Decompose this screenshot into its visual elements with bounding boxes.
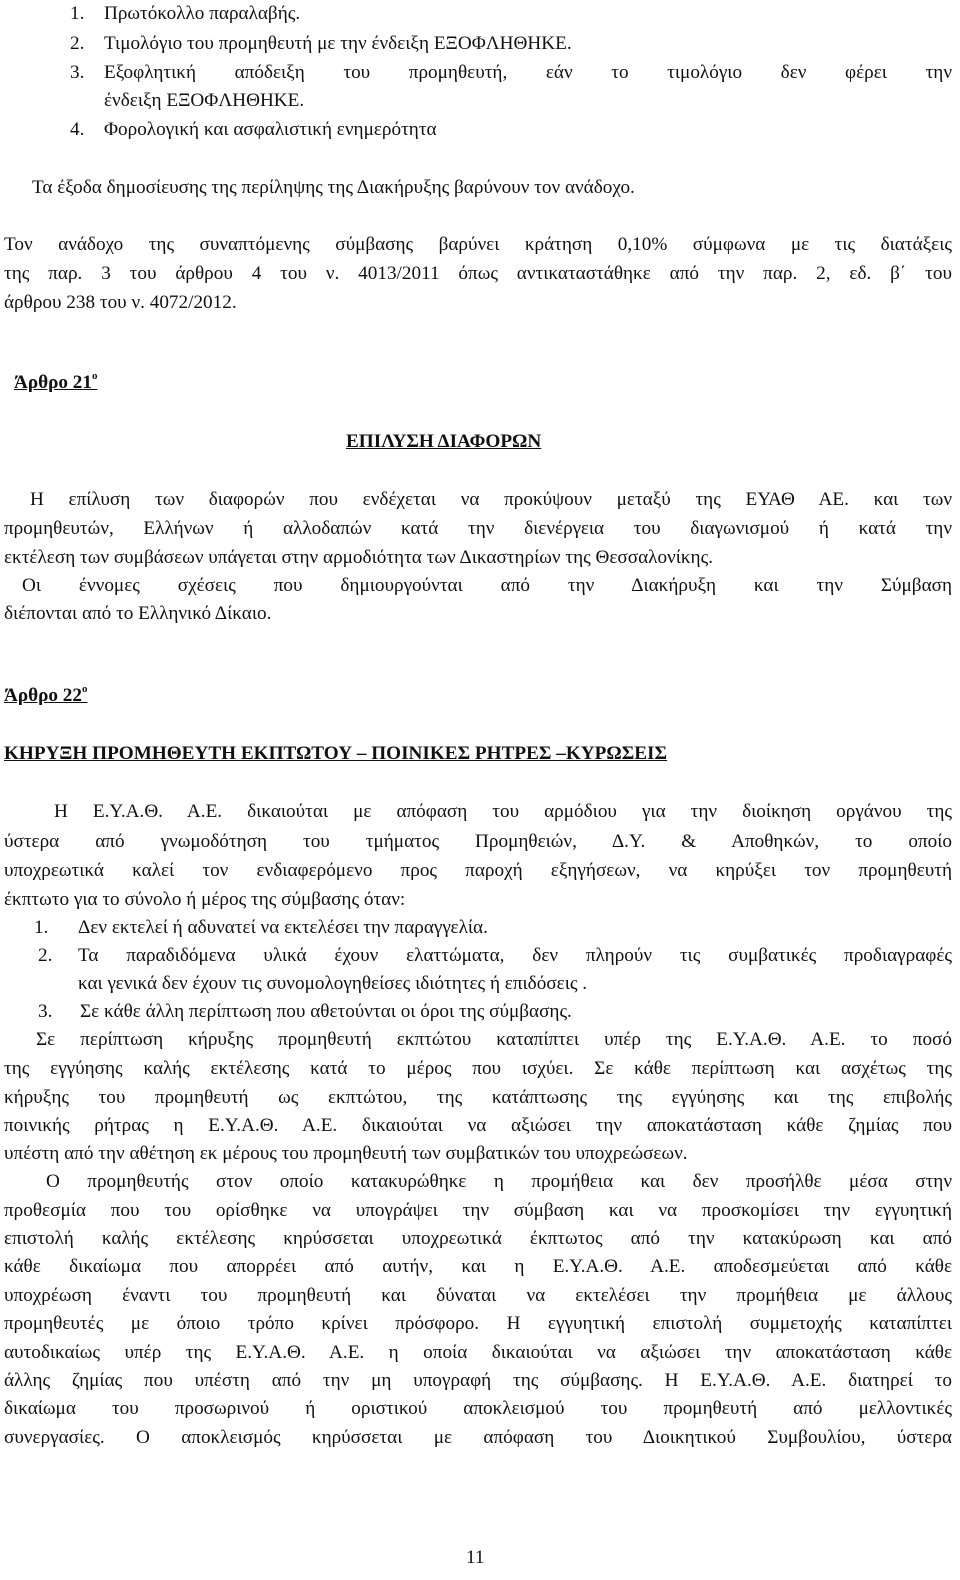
article-heading: Άρθρο $22^o$: [4, 683, 88, 706]
paragraph-line: ύστερα από γνωμοδότηση του τμήματος Προμηθειών, Δ.Υ. & Αποθηκών, το οποίο: [4, 831, 952, 852]
list-item-text: Φορολογική και ασφαλιστική ενημερότητα: [104, 119, 437, 140]
paragraph-line: κήρυξης του προμηθευτή ως εκπτώτου, της κατάπτωσης της εγγύησης και της επιβολής: [4, 1087, 952, 1108]
list-item-text: ένδειξη ΕΞΟΦΛΗΘΗΚΕ.: [104, 90, 305, 111]
paragraph-line: υπέστη από την αθέτηση εκ μέρους του προμηθευτή των συμβατικών του υποχρεώσεων.: [4, 1143, 688, 1164]
article-title: ΚΗΡΥΞΗ ΠΡΟΜΗΘΕΥΤΗ ΕΚΠΤΩΤΟΥ – ΠΟΙΝΙΚΕΣ ΡΗΤΡΕΣ –ΚΥΡΩΣΕΙΣ: [4, 743, 668, 764]
paragraph-line: δικαίωμα του προσωρινού ή οριστικού αποκλεισμού του προμηθευτή από μελλοντικές: [4, 1398, 952, 1419]
paragraph-line: της εγγύησης καλής εκτέλεσης κατά το μέρος που ισχύει. Σε κάθε περίπτωση και ασχέτως της: [4, 1058, 952, 1079]
paragraph-costs: Τα έξοδα δημοσίευσης της περίληψης της Διακήρυξης βαρύνουν τον ανάδοχο.: [32, 177, 635, 198]
list-item-text: Δεν εκτελεί ή αδυνατεί να εκτελέσει την παραγγελία.: [78, 917, 488, 938]
list-item-text: και γενικά δεν έχουν τις συνομολογηθείσες ιδιότητες ή επιδόσεις .: [78, 973, 588, 994]
list-item-number: 4.: [70, 119, 85, 140]
paragraph-line: της παρ. 3 του άρθρου 4 του ν. 4013/2011 όπως αντικαταστάθηκε από την παρ. 2, εδ. β΄ του: [4, 263, 952, 284]
list-item-number: 3.: [70, 62, 85, 83]
list-item-number: 3.: [38, 1001, 53, 1022]
list-item-number: 1.: [70, 3, 85, 24]
paragraph-line: Η Ε.Υ.Α.Θ. Α.Ε. δικαιούται με απόφαση του αρμόδιου για την διοίκηση οργάνου της: [54, 801, 952, 822]
list-item-number: 2.: [70, 33, 85, 54]
paragraph-line: διέπονται από το Ελληνικό Δίκαιο.: [4, 603, 272, 624]
list-item-text: Τα παραδιδόμενα υλικά έχουν ελαττώματα, δεν πληρούν τις συμβατικές προδιαγραφές: [78, 945, 952, 966]
paragraph-line: Ο προμηθευτής στον οποίο κατακυρώθηκε η προμήθεια και δεν προσήλθε μέσα στην: [46, 1171, 952, 1192]
paragraph-line: Η επίλυση των διαφορών που ενδέχεται να προκύψουν μεταξύ της ΕΥΑΘ ΑΕ. και των: [30, 489, 952, 510]
article-title: ΕΠΙΛΥΣΗ ΔΙΑΦΟΡΩΝ: [346, 431, 542, 452]
ordinal-superscript: ο: [82, 683, 88, 695]
paragraph-line: συνεργασίες. Ο αποκλεισμός κηρύσσεται με απόφαση του Διοικητικού Συμβουλίου, ύστερα: [4, 1427, 952, 1448]
paragraph-line: προμηθευτές με όποιο τρόπο κρίνει πρόσφορο. Η εγγυητική επιστολή συμμετοχής καταπίπτει: [4, 1313, 952, 1334]
paragraph-line: υποχρεωτικά καλεί τον ενδιαφερόμενο προς παροχή εξηγήσεων, να κηρύξει τον προμηθευτή: [4, 860, 952, 881]
paragraph-line: Οι έννομες σχέσεις που δημιουργούνται από την Διακήρυξη και την Σύμβαση: [22, 575, 952, 596]
paragraph-line: Σε περίπτωση κήρυξης προμηθευτή εκπτώτου καταπίπτει υπέρ της Ε.Υ.Α.Θ. Α.Ε. το ποσό: [36, 1029, 952, 1050]
paragraph-line: κάθε δικαίωμα που απορρέει από αυτήν, και η Ε.Υ.Α.Θ. Α.Ε. αποδεσμεύεται από κάθε: [4, 1256, 952, 1277]
list-item-text: Πρωτόκολλο παραλαβής.: [104, 3, 301, 24]
list-item-number: 1.: [34, 917, 49, 938]
paragraph-line: αυτοδικαίως υπέρ της Ε.Υ.Α.Θ. Α.Ε. η οποία δικαιούται να αξιώσει την αποκατάσταση κάθε: [4, 1342, 952, 1363]
page-number: 11: [466, 1547, 485, 1568]
list-item-text: Εξοφλητική απόδειξη του προμηθευτή, εάν το τιμολόγιο δεν φέρει την: [104, 62, 952, 83]
list-item-text: Τιμολόγιο του προμηθευτή με την ένδειξη ΕΞΟΦΛΗΘΗΚΕ.: [104, 33, 572, 54]
paragraph-line: Τον ανάδοχο της συναπτόμενης σύμβασης βαρύνει κράτηση 0,10% σύμφωνα με τις διατάξεις: [4, 234, 952, 255]
paragraph-line: άρθρου 238 του ν. 4072/2012.: [4, 292, 237, 313]
paragraph-line: ποινικής ρήτρας η Ε.Υ.Α.Θ. Α.Ε. δικαιούται να αξιώσει την αποκατάσταση κάθε ζημίας που: [4, 1115, 952, 1136]
article-heading: Άρθρο $21^o$: [14, 370, 98, 393]
paragraph-line: προθεσμία που του ορίσθηκε να υπογράψει την σύμβαση και να προσκομίσει την εγγυητική: [4, 1200, 952, 1221]
paragraph-line: έκπτωτο για το σύνολο ή μέρος της σύμβασης όταν:: [4, 889, 406, 910]
paragraph-line: εκτέλεση των συμβάσεων υπάγεται στην αρμοδιότητα των Δικαστηρίων της Θεσσαλονίκης.: [4, 547, 713, 568]
paragraph-line: υποχρέωση έναντι του προμηθευτή και δύναται να εκτελέσει την προμήθεια με άλλους: [4, 1285, 952, 1306]
list-item-text: Σε κάθε άλλη περίπτωση που αθετούνται οι όροι της σύμβασης.: [80, 1001, 572, 1022]
paragraph-line: προμηθευτών, Ελλήνων ή αλλοδαπών κατά την διενέργεια του διαγωνισμού ή κατά την: [4, 518, 952, 539]
list-item-number: 2.: [38, 945, 53, 966]
paragraph-line: άλλης ζημίας που υπέστη από την μη υπογραφή της σύμβασης. Η Ε.Υ.Α.Θ. Α.Ε. διατηρεί το: [4, 1370, 952, 1391]
paragraph-line: επιστολή καλής εκτέλεσης κηρύσσεται υποχρεωτικά έκπτωτος από την κατακύρωση και από: [4, 1228, 952, 1249]
ordinal-superscript: ο: [92, 370, 98, 382]
